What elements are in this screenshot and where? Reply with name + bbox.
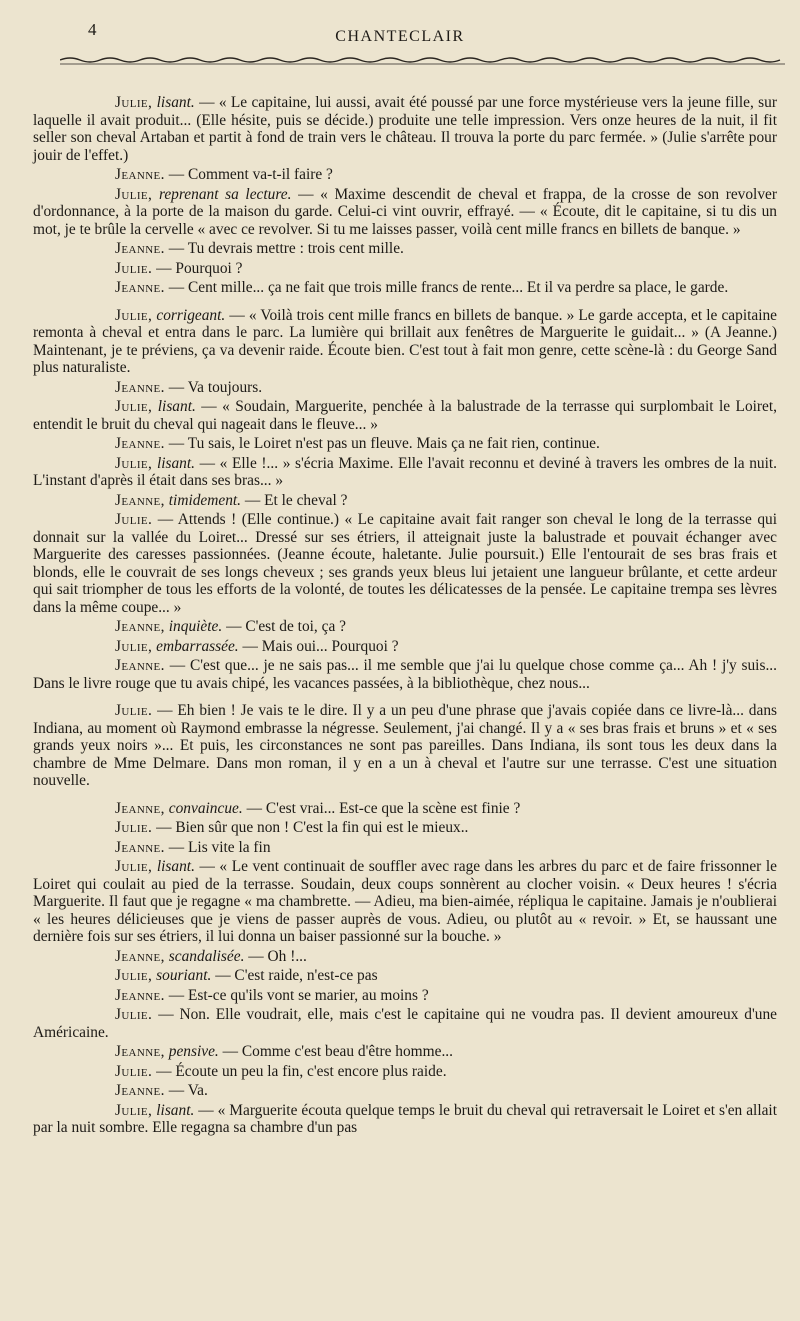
dialogue-line	[33, 987, 777, 1005]
dialogue-line	[33, 492, 777, 510]
speaker-name: Julie,	[115, 967, 153, 984]
speaker-name: Jeanne.	[115, 435, 165, 452]
stage-direction: corrigeant.	[156, 306, 226, 324]
dialogue-text: — C'est que... je ne sais pas... il me semble que j'ai lu quelque chose comme ça... Ah ! j'y suis... Dans le livre rouge que tu avais chipé, les vacances passées, à la bibliothèque, chez nous...	[33, 657, 777, 692]
dialogue-text: — « Voilà trois cent mille francs en billets de banque. » Le garde accepta, et le capitaine remonta à cheval et entra dans le parc. La lumière qui brillait aux fenêtres de Marguerite le guidait... » (A Jeanne.) Maintenant, je te préviens, ça va devenir raide. Écoute bien. C'est tout à fait mon genre, cette scène-là : du George Sand plus naturaliste.	[33, 306, 778, 376]
speaker-name: Jeanne.	[115, 166, 165, 183]
dialogue-text: — Écoute un peu la fin, c'est encore plus raide.	[156, 1062, 447, 1080]
dialogue-line	[33, 657, 777, 692]
dialogue-line	[33, 819, 777, 837]
dialogue-text: — Tu devrais mettre : trois cent mille.	[168, 240, 404, 257]
dialogue-line	[33, 1043, 777, 1061]
speaker-name: Jeanne.	[115, 378, 165, 396]
dialogue-line	[33, 800, 777, 818]
dialogue-line	[33, 186, 777, 239]
dialogue-line	[33, 638, 777, 656]
dialogue-line	[33, 379, 777, 397]
stage-direction: lisant.	[156, 94, 195, 111]
speaker-name: Julie.	[115, 1006, 153, 1023]
speaker-name: Julie,	[115, 306, 153, 324]
speaker-name: Julie.	[115, 1062, 153, 1080]
dialogue-line	[33, 948, 777, 966]
dialogue-line	[33, 166, 777, 184]
speaker-name: Jeanne,	[115, 491, 165, 509]
dialogue-text: — C'est vrai... Est-ce que la scène est finie ?	[246, 799, 521, 817]
dialogue-line	[33, 455, 777, 490]
dialogue-line	[33, 240, 777, 258]
dialogue-text: — C'est raide, n'est-ce pas	[215, 967, 378, 984]
speaker-name: Julie,	[115, 858, 153, 875]
dialogue-line	[33, 511, 777, 616]
speaker-name: Julie,	[115, 1101, 153, 1119]
speaker-name: Julie,	[115, 637, 153, 655]
stage-direction: convaincue.	[168, 799, 243, 817]
speaker-name: Julie.	[115, 819, 153, 836]
play-dialogue	[33, 94, 777, 1139]
dialogue-line	[33, 1006, 777, 1041]
speaker-name: Jeanne.	[115, 838, 165, 856]
dialogue-line	[33, 307, 777, 377]
dialogue-text: — « Marguerite écouta quelque temps le bruit du cheval qui retraversait le Loiret et s'en allait par la nuit sombre. Elle regagna sa chambre d'un pas	[33, 1101, 777, 1136]
stage-direction: embarrassée.	[156, 637, 239, 655]
speaker-name: Jeanne,	[115, 947, 165, 965]
dialogue-text: — « Elle !... » s'écria Maxime. Elle l'avait reconnu et deviné à travers les ombres de la nuit. L'instant d'après il était dans ses bras... »	[33, 454, 777, 489]
speaker-name: Jeanne,	[115, 618, 165, 635]
stage-direction: lisant.	[156, 858, 195, 875]
dialogue-text: — Eh bien ! Je vais te le dire. Il y a un peu d'une phrase que j'avais copiée dans ce livre-là... dans Indiana, au moment où Raymond embrasse la négresse. Seulement, j'ai changé. Il y a « ses bras frais et bruns » et « ses grands yeux noirs »... Et puis, les circonstances ne sont pas pareilles. Dans Indiana, ils sont tous les deux dans la chambre de Mme Delmare. Dans mon roman, il y en a un à cheval et l'autre sur une terrasse. C'est une situation nouvelle.	[33, 702, 778, 789]
dialogue-line	[33, 1063, 777, 1081]
dialogue-line	[33, 1102, 777, 1137]
speaker-name: Jeanne.	[115, 240, 165, 257]
dialogue-text: — Bien sûr que non ! C'est la fin qui est le mieux..	[156, 819, 469, 836]
dialogue-text: — « Le vent continuait de souffler avec rage dans les arbres du parc et de faire frissonner le Loiret qui coulait au pied de la terrasse. Soudain, deux coups sonnèrent au clocher voisin. « Deux heures ! s'écria Marguerite. Il faut que je regagne « ma chambrette. — Adieu, ma bien-aimée, répliqua le capitaine. Jamais je n'oublierai « les heures délicieuses que je viens de passer auprès de vous. Adieu, ou plutôt au « revoir. » Et, se haussant une dernière fois sur ses étriers, il lui donna un baiser passionné sur la bouche. »	[33, 858, 777, 945]
stage-direction: lisant.	[157, 398, 196, 415]
dialogue-line	[33, 618, 777, 636]
stage-direction: timidement.	[168, 491, 242, 509]
dialogue-line	[33, 260, 777, 278]
dialogue-text: — Tu sais, le Loiret n'est pas un fleuve. Mais ça ne fait rien, continue.	[168, 435, 600, 452]
stage-direction: lisant.	[156, 454, 195, 472]
dialogue-text: — « Soudain, Marguerite, penchée à la balustrade de la terrasse qui surplombait le Loiret, entendit le bruit du cheval qui nageait dans le fleuve... »	[33, 398, 777, 433]
speaker-name: Jeanne.	[115, 279, 165, 296]
dialogue-text: — « Le capitaine, lui aussi, avait été poussé par une force mystérieuse vers la jeune fille, sur laquelle il avait produit... (Elle hésite, puis se décide.) produite une telle impression. Vers onze heures de la nuit, il fit seller son cheval Artaban et partit à fond de train vers le château. Il trouva la porte du parc fermée. » (Julie s'arrête pour jouir de l'effet.)	[33, 94, 777, 164]
speaker-name: Julie,	[115, 94, 153, 111]
dialogue-text: — Attends ! (Elle continue.) « Le capitaine avait fait ranger son cheval le long de la terrasse qui donnait sur la vallée du Loiret... Dressé sur ses étriers, il atteignait juste la balustrade et pouvait échanger avec Marguerite des caresses passionnées. (Jeanne écoute, haletante. Julie poursuit.) Elle l'entourait de ses bras frais et blonds, elle le couvrait de ses longs cheveux ; ses grands yeux bleus lui jetaient une langueur brûlante, et cette ardeur qui sait triompher de tous les efforts de la volonté, de toutes les délicatesses de la pensée. Le capitaine trempa ses lèvres dans la même coupe... »	[33, 511, 777, 616]
dialogue-text: — « Maxime descendit de cheval et frappa, de la crosse de son revolver d'ordonnance, à la porte de la maison du garde. Celui-ci vint ouvrir, effrayé. — « Écoute, dit le capitaine, si tu dis un mot, je te brûle la cervelle « avec ce revolver. Si tu me laisses passer, voilà cent mille francs en billets de banque. »	[33, 185, 777, 238]
speaker-name: Julie,	[115, 454, 153, 472]
dialogue-text: — Cent mille... ça ne fait que trois mille francs de rente... Et il va perdre sa place, le garde.	[168, 279, 729, 296]
dialogue-text: — Va toujours.	[168, 378, 263, 396]
dialogue-line	[33, 1082, 777, 1100]
speaker-name: Julie.	[115, 511, 153, 528]
speaker-name: Jeanne.	[115, 657, 165, 674]
dialogue-text: — Lis vite la fin	[168, 838, 271, 856]
speaker-name: Julie,	[115, 398, 153, 415]
dialogue-line	[33, 398, 777, 433]
dialogue-text: — Et le cheval ?	[244, 491, 348, 509]
dialogue-line	[33, 967, 777, 985]
speaker-name: Julie,	[115, 185, 153, 203]
stage-direction: inquiète.	[168, 618, 223, 635]
dialogue-text: — C'est de toi, ça ?	[226, 618, 346, 635]
stage-direction: scandalisée.	[168, 947, 245, 965]
speaker-name: Jeanne,	[115, 1043, 165, 1060]
stage-direction: pensive.	[168, 1043, 219, 1060]
stage-direction: reprenant sa lecture.	[158, 185, 292, 203]
dialogue-line	[33, 702, 777, 790]
speaker-name: Julie.	[115, 259, 153, 277]
dialogue-line	[33, 435, 777, 453]
dialogue-text: — Est-ce qu'ils vont se marier, au moins ?	[168, 986, 429, 1004]
dialogue-text: — Mais oui... Pourquoi ?	[242, 637, 399, 655]
running-header: CHANTECLAIR	[335, 28, 465, 45]
dialogue-text: — Oh !...	[248, 947, 307, 965]
header-wavy-rule	[60, 55, 785, 67]
dialogue-line	[33, 279, 777, 297]
dialogue-text: — Non. Elle voudrait, elle, mais c'est le capitaine qui ne voudra pas. Il devient amoureux d'une Américaine.	[33, 1006, 777, 1041]
dialogue-line	[33, 839, 777, 857]
speaker-name: Jeanne.	[115, 1082, 165, 1099]
stage-direction: lisant.	[156, 1101, 195, 1119]
dialogue-text: — Va.	[168, 1082, 208, 1099]
dialogue-text: — Comment va-t-il faire ?	[168, 166, 333, 183]
speaker-name: Jeanne.	[115, 986, 165, 1004]
stage-direction: souriant.	[156, 967, 212, 984]
dialogue-line	[33, 94, 777, 164]
dialogue-text: — Comme c'est beau d'être homme...	[222, 1043, 453, 1060]
dialogue-text: — Pourquoi ?	[156, 259, 243, 277]
speaker-name: Jeanne,	[115, 799, 165, 817]
dialogue-line	[33, 858, 777, 946]
speaker-name: Julie.	[115, 702, 153, 719]
page-number: 4	[88, 20, 97, 39]
